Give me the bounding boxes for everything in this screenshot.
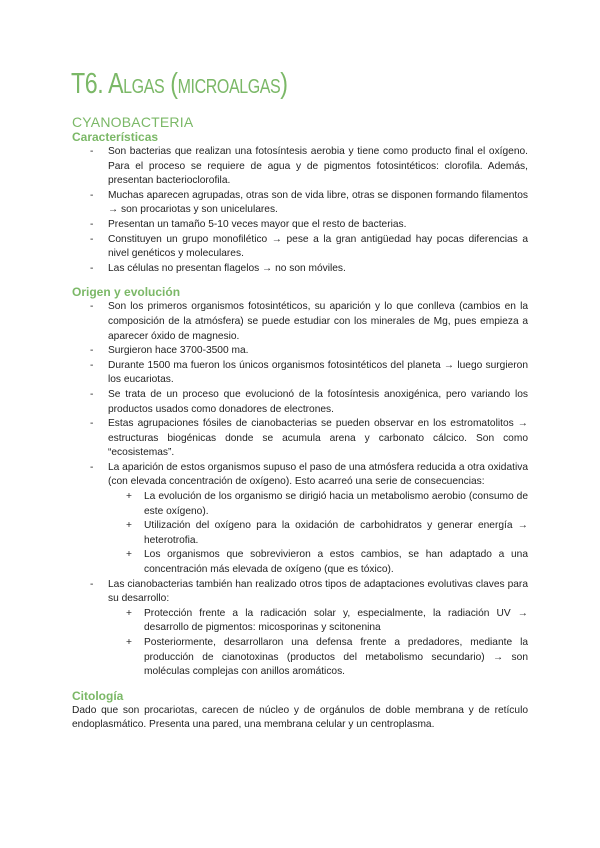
list-item: - Las células no presentan flagelos → no son móviles. — [72, 262, 528, 277]
origen-heading: Origen y evolución — [72, 285, 181, 300]
list-item: - Surgieron hace 3700-3500 ma. — [72, 344, 528, 359]
caracteristicas-heading: Características — [72, 130, 159, 144]
list-item: - Se trata de un proceso que evolucionó de la fotosíntesis anoxigénica, pero variando los productos usados como donadores de electrones. — [72, 388, 528, 417]
list-item: - Son bacterias que realizan una fotosíntesis aerobia y tiene como producto final el oxígeno. Para el proceso se requiere de agua y de pigmentos fotosintéticos: clorofila. Además, presentan bacterioclorofila. — [72, 145, 528, 189]
list-item: - Presentan un tamaño 5-10 veces mayor que el resto de bacterias. — [72, 218, 528, 233]
list-item-text: La aparición de estos organismos supuso el paso de una atmósfera reducida a otra oxidativa (con elevada concentración de oxígeno). Esto acarreó una serie de consecuencias: — [108, 461, 528, 488]
sub-list-item: + La evolución de los organismo se dirigió hacia un metabolismo aerobio (consumo de este oxígeno). — [108, 490, 528, 519]
list-item — [72, 578, 528, 680]
caracteristicas-list — [72, 145, 528, 276]
list-item — [72, 461, 528, 578]
sub-list-item: + Utilización del oxígeno para la oxidación de carbohidratos y generar energía → heterotrofia. — [108, 519, 528, 548]
list-item: - Son los primeros organismos fotosintéticos, su aparición y lo que conlleva (cambios en la composición de la atmósfera) se puede estudiar con los minerales de Mg, pues empieza a aparecer óxido de magnesio. — [72, 300, 528, 344]
list-item-text: Las cianobacterias también han realizado otros tipos de adaptaciones evolutivas claves para su desarrollo: — [108, 578, 528, 605]
list-item: - Estas agrupaciones fósiles de cianobacterias se pueden observar en los estromatolitos → estructuras biogénicas donde se acumula arena y carbonato cálcico. Son como “ecosistemas”. — [72, 417, 528, 461]
citologia-heading: Citología — [72, 688, 124, 703]
section-title: CYANOBACTERIA — [72, 114, 194, 130]
list-item: - Durante 1500 ma fueron los únicos organismos fotosintéticos del planeta → luego surgieron los eucariotas. — [72, 359, 528, 388]
list-item: - Muchas aparecen agrupadas, otras son de vida libre, otras se disponen formando filamentos → son procariotas y son unicelulares. — [72, 189, 528, 218]
sub-list-item: + Protección frente a la radicación solar y, especialmente, la radiación UV → desarrollo de pigmentos: micosporinas y scitonenina — [108, 607, 528, 636]
sub-list-item: + Los organismos que sobrevivieron a estos cambios, se han adaptado a una concentración más elevada de oxígeno (que es tóxico). — [108, 548, 528, 577]
sub-list — [108, 607, 528, 680]
list-item: - Constituyen un grupo monofilético → pese a la gran antigüedad hay pocas diferencias a nivel genéticos y moleculares. — [72, 233, 528, 262]
sub-list-item: + Posteriormente, desarrollaron una defensa frente a predadores, mediante la producción de cianotoxinas (productos del metabolismo secundario) → son moléculas complejas con anillos aromáticos. — [108, 636, 528, 680]
origen-list — [72, 300, 528, 679]
citologia-paragraph: Dado que son procariotas, carecen de núcleo y de orgánulos de doble membrana y de retículo endoplasmático. Presenta una pared, una membrana celular y un centroplasma. — [72, 704, 528, 731]
page-title: T6. Algas (microalgas) — [71, 68, 288, 100]
sub-list — [108, 490, 528, 578]
